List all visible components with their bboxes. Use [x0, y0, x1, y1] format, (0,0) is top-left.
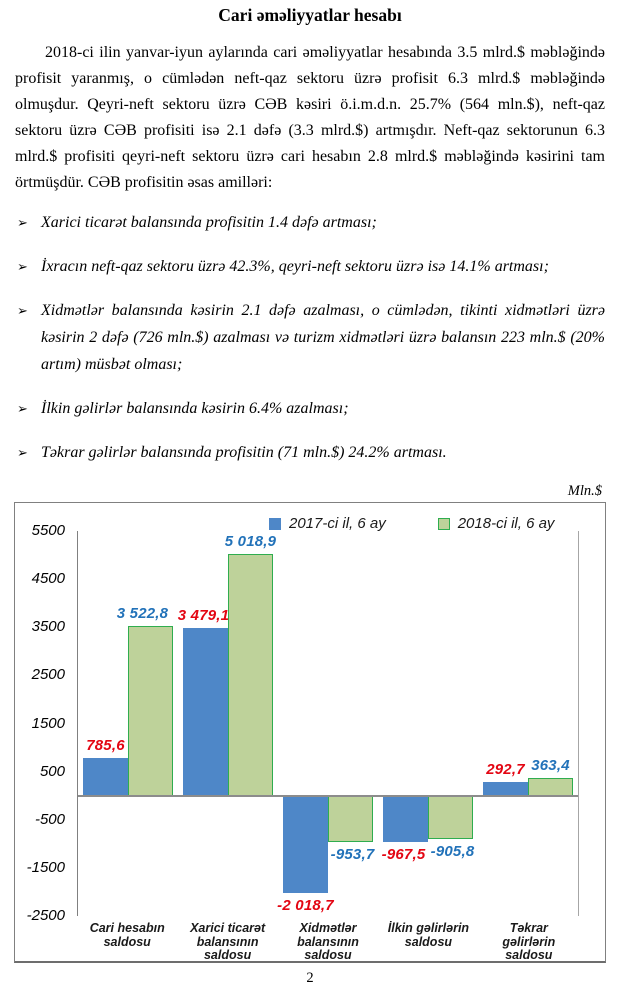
bar-2017: [283, 796, 328, 893]
legend-swatch-2017-icon: [269, 518, 281, 530]
list-item-text: Təkrar gəlirlər balansında profisitin (71 mln.$) 24.2% artması.: [41, 444, 447, 461]
bar-2017: [183, 628, 228, 795]
bar-2017: [383, 796, 428, 843]
bar-value-label: 3 479,1: [177, 607, 230, 625]
chart-units-label: Mln.$: [567, 483, 602, 499]
category-label: Xidmətlər balansının saldosu: [297, 921, 359, 962]
balance-bar-chart: [14, 502, 606, 963]
bar-value-label: 3 522,8: [116, 605, 169, 623]
arrow-bullet-icon: ➢: [17, 401, 28, 416]
list-item-text: Xarici ticarət balansında profisitin 1.4 dəfə artması;: [41, 214, 377, 231]
list-item: [15, 297, 605, 378]
legend-swatch-2018-icon: [438, 518, 450, 530]
list-item: [15, 253, 605, 280]
category-label: Təkrar gəlirlərin saldosu: [502, 921, 556, 962]
bar-2018: [228, 554, 273, 796]
y-axis-tick-label: 4500: [31, 570, 65, 588]
bullet-list: [15, 209, 605, 466]
bar-2018: [428, 796, 473, 840]
arrow-bullet-icon: ➢: [17, 303, 28, 318]
bar-value-label: 5 018,9: [224, 533, 277, 551]
category-label: Xarici ticarət balansının saldosu: [190, 921, 266, 962]
y-axis-tick-label: 500: [39, 762, 65, 780]
bar-value-label: -2 018,7: [277, 896, 334, 914]
list-item: [15, 439, 605, 466]
x-axis-category-labels: [77, 922, 579, 963]
legend-item-2018: [438, 515, 555, 532]
y-axis-tick-label: -2500: [26, 907, 65, 924]
bar-2017: [83, 758, 128, 796]
bar-2018: [128, 626, 173, 796]
zero-axis-line: [78, 795, 578, 797]
bar-2018: [328, 796, 373, 842]
list-item: [15, 209, 605, 236]
list-item-text: İxracın neft-qaz sektoru üzrə 42.3%, qeyri-neft sektoru üzrə isə 14.1% artması;: [41, 258, 549, 275]
list-item-text: İlkin gəlirlər balansında kəsirin 6.4% azalması;: [41, 400, 349, 417]
list-item: [15, 395, 605, 422]
bar-2018: [528, 778, 573, 795]
y-axis-tick-label: 5500: [31, 522, 65, 539]
bar-value-label: -967,5: [381, 846, 426, 864]
arrow-bullet-icon: ➢: [17, 215, 28, 230]
y-axis-tick-label: 2500: [31, 666, 65, 684]
bar-value-label: 785,6: [86, 736, 125, 754]
y-axis-tick-label: 1500: [31, 714, 65, 732]
category-label: İlkin gəlirlərin saldosu: [387, 921, 470, 949]
legend-label-2017: 2017-ci il, 6 ay: [289, 515, 386, 532]
y-axis-tick-label: -1500: [26, 858, 65, 876]
bar-value-label: 292,7: [486, 760, 525, 778]
bar-value-label: 363,4: [531, 757, 570, 775]
list-item-text: Xidmətlər balansında kəsirin 2.1 dəfə azalması, o cümlədən, tikinti xidmətləri üzrə kəsirin 2 dəfə (726 mln.$) azalması və turizm xidmətləri üzrə balansın 223 mln.$ (20% artım) müsbət olması;: [41, 302, 605, 373]
intro-paragraph: 2018-ci ilin yanvar-iyun aylarında cari əməliyyatlar hesabında 3.5 mlrd.$ məbləğində profisit yaranmış, o cümlədən neft-qaz sektoru üzrə profisit 6.3 mlrd.$ məbləğində olmuşdur. Qeyri-neft sektoru üzrə CƏB kəsiri ö.i.m.d.n. 25.7% (564 mln.$), neft-qaz sektoru üzrə CƏB profisiti isə 2.1 dəfə (3.3 mlrd.$) artmışdır. Neft-qaz sektorunun 6.3 mlrd.$ profisiti qeyri-neft sektoru üzrə cari hesabın 2.8 mlrd.$ məbləğində kəsirini tam örtmüşdür. CƏB profisitin əsas amilləri:: [15, 44, 605, 191]
bar-value-label: -905,8: [430, 843, 475, 861]
bar-value-label: -953,7: [330, 845, 375, 863]
arrow-bullet-icon: ➢: [17, 259, 28, 274]
y-axis-tick-label: 3500: [31, 618, 65, 636]
legend-label-2018: 2018-ci il, 6 ay: [457, 515, 555, 532]
bar-2017: [483, 782, 528, 796]
arrow-bullet-icon: ➢: [17, 445, 28, 460]
category-label: Cari hesabın saldosu: [89, 921, 165, 949]
y-axis: [15, 522, 71, 924]
page-number: 2: [306, 970, 314, 986]
y-axis-tick-label: -500: [34, 810, 65, 828]
page-title: Cari əməliyyatlar hesabı: [218, 5, 402, 25]
chart-legend: [269, 515, 554, 532]
legend-item-2017: [269, 515, 386, 532]
plot-area: [77, 531, 579, 916]
